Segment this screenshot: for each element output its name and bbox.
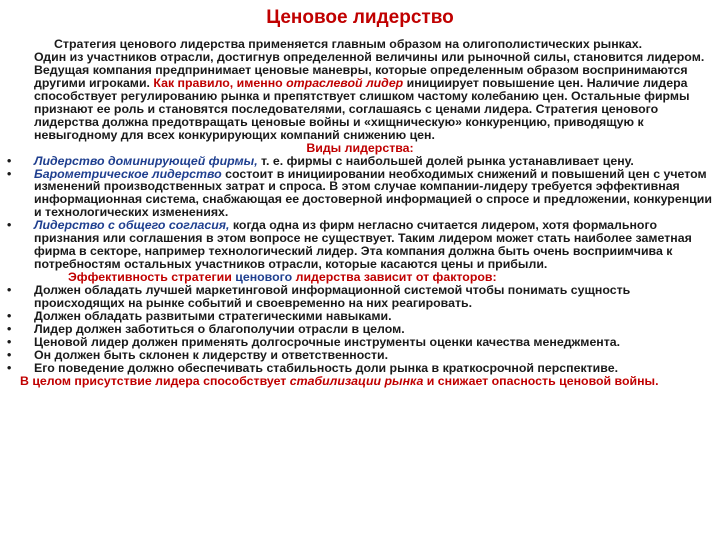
bullet-icon: • <box>7 347 12 362</box>
factors-heading-a: Эффективность стратегии <box>68 270 236 285</box>
type-text: состоит в инициировании необходимых снижений и повышений цен с учетом изменений производственных затрат и спроса. В этом случае компании-лидеру требуется эффективная информационная система, снабжающая ее достоверной информацией о спросе и предложении, конкуренции и технологических изменениях. <box>34 166 712 220</box>
intro-highlight-term: отраслевой лидер <box>286 75 404 90</box>
factors-heading-b: ценового <box>235 270 293 285</box>
intro-paragraph-2 <box>6 51 714 142</box>
bullet-icon: • <box>7 360 12 375</box>
page-title: Ценовое лидерство <box>266 7 454 28</box>
conclusion <box>6 375 714 388</box>
type-term: Лидерство с общего согласия, <box>34 218 230 233</box>
bullet-icon: • <box>7 153 12 168</box>
factor-text: Ценовой лидер должен применять долгосрочные инструменты оценки качества менеджмента. <box>34 334 621 349</box>
slide-body <box>6 38 714 388</box>
bullet-icon: • <box>7 218 12 233</box>
bullet-icon: • <box>7 283 12 298</box>
intro-highlight: Как правило, именно <box>153 75 287 90</box>
list-item <box>6 219 714 271</box>
type-text: т. е. фирмы с наибольшей долей рынка устанавливает цену. <box>257 153 634 168</box>
factors-list <box>6 284 714 375</box>
intro-text-1: Стратегия ценового лидерства применяется главным образом на олигополистических рынках. <box>54 37 643 51</box>
type-term: Барометрическое лидерство <box>34 166 222 181</box>
types-list <box>6 155 714 272</box>
types-heading: Виды лидерства: <box>306 140 414 155</box>
conclusion-a: В целом присутствие лидера способствует <box>20 373 290 388</box>
list-item <box>6 168 714 220</box>
type-text: когда одна из фирм негласно считается лидером, хотя формального признания или соглашения в этом вопросе не существует. Таким лидером может стать наиболее заметная фирма в секторе, например технологический лидер. Эта компания должна быть очень восприимчива к потребностям остальных участников отрасли, которые касаются цены и прибыли. <box>34 218 692 272</box>
bullet-icon: • <box>7 334 12 349</box>
intro-text-2d: инициирует повышение цен. Наличие лидера способствует регулированию рынка и препятствует слишком частому колебанию цен. Остальные фирмы признают ее роль и становятся последователями, соглашаясь с ценами лидера. Стратегия ценового лидерства должна предотвращать ценовые войны и «хищническую» конкуренцию, приводящую к невыгодному для всех конкурирующих компаний снижению цен. <box>34 75 690 142</box>
type-term: Лидерство доминирующей фирмы, <box>34 153 258 168</box>
factors-heading-c: лидерства зависит от факторов: <box>292 270 497 285</box>
conclusion-b: стабилизации рынка <box>289 373 424 388</box>
list-item <box>6 284 714 310</box>
conclusion-c: и снижает опасность ценовой войны. <box>423 373 659 388</box>
intro-text-2a: Один из участников отрасли, достигнув определенной величины или рыночной силы, становится лидером. Ведущая компания предпринимает ценовые маневры, которые определенным образом воспринимаются другими игроками. <box>34 49 705 90</box>
list-item <box>6 362 714 375</box>
factor-text: Он должен быть склонен к лидерству и ответственности. <box>34 347 389 362</box>
factor-text: Его поведение должно обеспечивать стабильность доли рынка в краткосрочной перспективе. <box>34 360 618 375</box>
bullet-icon: • <box>7 166 12 181</box>
factor-text: Лидер должен заботиться о благополучии отрасли в целом. <box>34 321 405 336</box>
bullet-icon: • <box>7 309 12 324</box>
factor-text: Должен обладать развитыми стратегическими навыками. <box>34 309 392 324</box>
factor-text: Должен обладать лучшей маркетинговой информационной системой чтобы понимать сущность происходящих на рынке событий и своевременно на них реагировать. <box>34 283 631 311</box>
bullet-icon: • <box>7 321 12 336</box>
